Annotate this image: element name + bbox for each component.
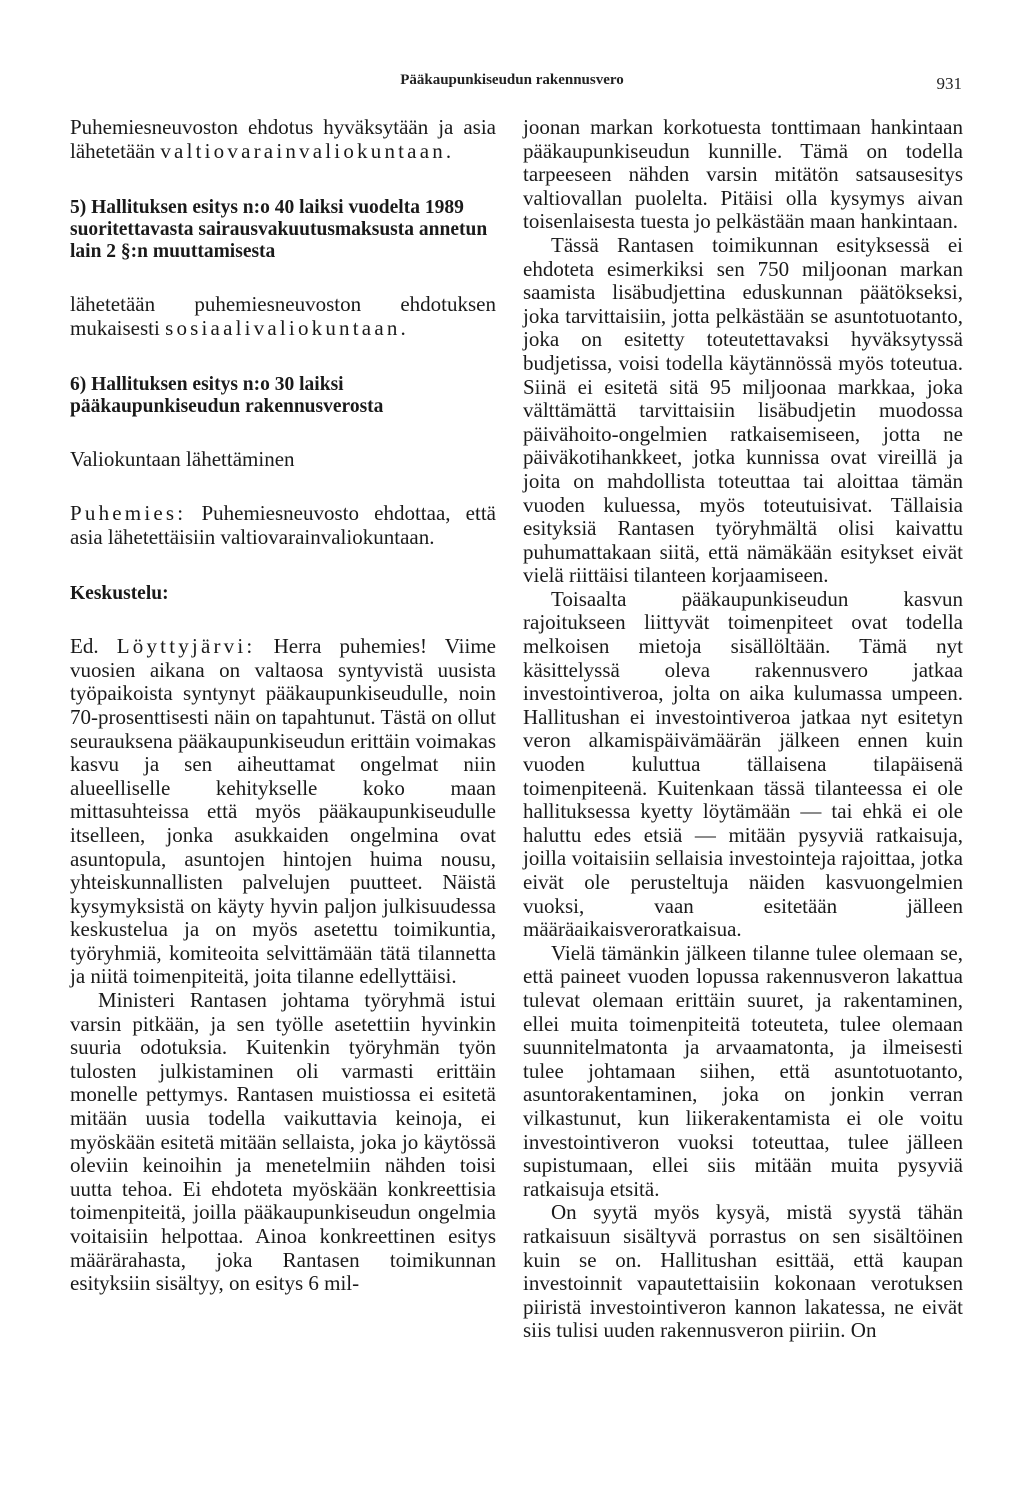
- speech-paragraph-2: Ministeri Rantasen johtama työryhmä istui varsin pitkään, ja sen työlle asetettiin hyvinkin suuria odotuksia. Kuitenkin työryhmän työn tulosten julkistaminen oli varmasti erittäin monelle pettymys. Rantasen muistiossa ei esitetä mitään uusia todella vaikuttavia keinoja, ei myöskään esitetä mitään sellaista, joka jo käytössä oleviin keinoihin ja menetelmiin nähden toisi uutta tehoa. Ei ehdoteta myöskään konkreettisia toimenpiteitä, joilla pääkaupunkiseudun ongelmia voitaisiin helpottaa. Ainoa konkreettinen esitys määrärahasta, joka Rantasen toimikunnan esityksiin sisältyy, on esitys 6 mil-: [70, 988, 496, 1296]
- intro-committee: valtiovarainvaliokuntaan.: [160, 138, 455, 163]
- speaker-label: Puhemies:: [70, 500, 187, 525]
- item5-heading: 5) Hallituksen esitys n:o 40 laiksi vuodelta 1989 suoritettavasta sairausvakuutusmaksusta annetun lain 2 §:n muuttamisesta: [70, 197, 488, 263]
- item5-paragraph: [70, 293, 496, 340]
- intro-paragraph: [70, 116, 496, 163]
- running-header: Pääkaupunkiseudun rakennusvero: [400, 72, 624, 88]
- speaker-paragraph: [70, 502, 496, 549]
- speech-prefix: Ed.: [70, 634, 117, 659]
- page-number: 931: [936, 74, 962, 93]
- speaker-text: Puhemiesneuvosto ehdottaa, että asia lähetettäisiin valtiovarainvaliokuntaan.: [70, 500, 496, 549]
- right-column: [523, 116, 963, 1343]
- right-paragraph-3: Toisaalta pääkaupunkiseudun kasvun rajoitukseen liittyvät toimenpiteet ovat todella melkoisen mietoja sisällöltään. Tämä nyt käsittelyssä oleva rakennusvero jatkaa investointiveroa, jolta on aika kulumassa umpeen. Hallitushan ei investointiveroa jatkaa nyt esitetyn veron alkamispäivämäärän jälkeen ennen kuin vuoden kuluttua tällaisena tilapäisenä toimenpiteenä. Kuitenkaan tässä tilanteessa ei ole hallituksessa kyetty löytämään — tai ehkä ei ole haluttu edes etsiä — mitään pysyviä ratkaisuja, joilla voitaisiin sellaisia investointeja rajoittaa, jotka eivät ole perusteltuja näiden kasvuongelmien vuoksi, vaan esitetään jälleen määräaikaisveroratkaisua.: [523, 586, 963, 942]
- item5-text: lähetetään puhemiesneuvoston ehdotuksen mukaisesti: [70, 292, 496, 340]
- discussion-heading: Keskustelu:: [70, 583, 169, 605]
- right-paragraph-2: Tässä Rantasen toimikunnan esityksessä ei ehdoteta esimerkiksi sen 750 miljoonan markan saamista lisäbudjettina eduskunnan päätökseksi, joka tarvittaisiin, jotta pelkästään se asuntotuotanto, joka on esitetty toteutettavaksi hyväksytyssä budjetissa, voisi todella käytännössä myös toteutua. Siinä ei esitetä sitä 95 miljoonaa markkaa, joka välttämättä tarvittaisiin lisäbudjetin muodossa päivähoito-ongelmien ratkaisemiseen, jotta ne päiväkotihankkeet, jotka kunnissa ovat vireillä ja joita on mahdollista toteuttaa tai aloittaa tämän vuoden kuluessa, myös toteutuisivat. Tällaisia esityksiä Rantasen työryhmältä olisi kaivattu puhumattakaan siitä, että nämäkään esitykset eivät vielä riittäisi tilanteen korjaamiseen.: [523, 232, 963, 588]
- item6-subheading: Valiokuntaan lähettäminen: [70, 447, 295, 472]
- speech-paragraph-1: [70, 635, 496, 989]
- right-paragraph-4: Vielä tämänkin jälkeen tilanne tulee olemaan se, että paineet vuoden lopussa rakennusveron lakattua tulevat olemaan erittäin suuret, ja rakentaminen, ellei muita toimenpiteitä toteuteta, tulee olemaan suunnitelmatonta ja arvaamatonta, ja ilmeisesti tulee johtamaan siihen, että asuntotuotanto, asuntorakentaminen, joka on jonkin verran vilkastunut, kun liikerakentamista ei ole voitu investointiveron vuoksi toteuttaa, tulee jälleen supistumaan, ellei siis mitään muita pysyviä ratkaisuja etsitä.: [523, 940, 963, 1201]
- speech-text-1: Herra puhemies! Viime vuosien aikana on valtaosa syntyvistä uusista työpaikoista syntynyt pääkaupunkiseudulle, noin 70-prosenttisesti näin on tapahtunut. Tästä on ollut seurauksena pääkaupunkiseudun erittäin voimakas kasvu ja sen aiheuttamat ongelmat niin alueelliselle kehitykselle koko maan mittasuhteissa että myös pääkaupunkiseudulle itselleen, jonka asukkaiden ongelmina ovat asuntopula, asuntojen hintojen huima nousu, yhteiskunnallisten palvelujen puutteet. Näistä kysymyksistä on käyty hyvin paljon julkisuudessa keskustelua ja on myös asetettu toimikuntia, työryhmiä, komiteoita selvittämään tätä tilannetta ja niitä toimenpiteitä, joita tilanne edellyttäisi.: [70, 634, 497, 989]
- item6-heading: 6) Hallituksen esitys n:o 30 laiksi pääkaupunkiseudun rakennusverosta: [70, 374, 384, 418]
- left-column: [70, 116, 496, 1296]
- speech-speaker: Löyttyjärvi:: [116, 634, 256, 659]
- right-paragraph-1: joonan markan korkotuesta tonttimaan hankintaan pääkaupunkiseudun kunnille. Tämä on todella tarpeeseen nähden varsin mitätön satsausesitys valtiovallan puolelta. Pitäisi olla kysymys aivan toisenlaisesta tuesta jo pelkästään maan hankintaan.: [523, 115, 963, 234]
- intro-text: Puhemiesneuvoston ehdotus hyväksytään ja asia lähetetään: [70, 115, 496, 163]
- right-paragraph-5: On syytä myös kysyä, mistä syystä tähän ratkaisuun sisältyvä porrastus on sen sisältöinen kuin se on. Hallitushan esittää, että kaupan investoinnit vapautettaisiin kokonaan verotuksen piiristä investointiveron kannon lakatessa, ne eivät siis tulisi uuden rakennusveron piiriin. On: [523, 1200, 963, 1343]
- item5-committee: sosiaalivaliokuntaan.: [165, 315, 409, 340]
